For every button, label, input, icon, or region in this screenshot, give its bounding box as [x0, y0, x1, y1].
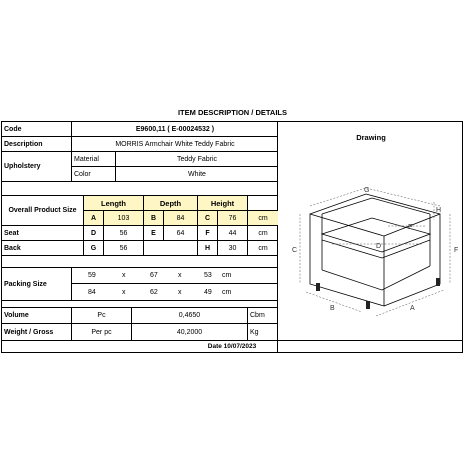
length-header: Length: [84, 196, 144, 211]
volume-value: 0,4650: [132, 308, 248, 324]
weight-unit-label: Per pc: [72, 324, 132, 341]
dim-h-label: H: [198, 241, 218, 256]
dim-line-a: [376, 290, 444, 316]
chair-leg: [316, 283, 320, 291]
dim-line-g: [310, 188, 440, 206]
date-label: Date 10/07/2023: [207, 343, 257, 350]
back-label: Back: [2, 241, 84, 256]
packing-x-sep: x: [122, 288, 126, 296]
drawing-label-h: H: [436, 207, 442, 214]
blank-cell: [248, 196, 278, 211]
description-label: Description: [2, 137, 72, 152]
overall-unit: cm: [248, 211, 278, 226]
chair-leg: [366, 301, 370, 309]
packing-1-length: 59: [88, 272, 96, 279]
dim-f-label: F: [198, 226, 218, 241]
description-value: MORRIS Armchair White Teddy Fabric: [72, 137, 278, 152]
packing-2-width: 62: [150, 288, 158, 296]
dim-a-value: 103: [104, 211, 144, 226]
packing-size-label: Packing Size: [2, 268, 72, 301]
drawing-label-g: G: [364, 187, 370, 194]
packing-2-height: 49: [204, 288, 212, 296]
depth-header: Depth: [144, 196, 198, 211]
seat-label: Seat: [2, 226, 84, 241]
overall-size-label: [2, 196, 84, 226]
blank-cell: [144, 241, 198, 256]
back-unit: cm: [248, 241, 278, 256]
material-label: Material: [72, 152, 116, 167]
weight-label: Weight / Gross: [2, 324, 72, 341]
packing-1-width: 67: [150, 272, 158, 279]
drawing-label-f: F: [454, 247, 459, 254]
dim-b-value: 84: [164, 211, 198, 226]
packing-row-1: [72, 268, 278, 284]
height-header: Height: [198, 196, 248, 211]
dim-g-value: 56: [104, 241, 144, 256]
packing-row-2: [72, 284, 278, 301]
material-value: Teddy Fabric: [116, 152, 278, 167]
dim-e-value: 64: [164, 226, 198, 241]
dim-d-label: D: [84, 226, 104, 241]
volume-unit: Cbm: [248, 308, 278, 324]
dim-a-label: A: [84, 211, 104, 226]
dim-c-label: C: [198, 211, 218, 226]
chair-leg: [436, 278, 440, 286]
weight-value: 40,2000: [132, 324, 248, 341]
page-title: ITEM DESCRIPTION / DETAILS: [177, 108, 288, 117]
armchair-dimension-drawing: [284, 186, 464, 326]
packing-x-sep: x: [178, 272, 182, 279]
dim-e-label: E: [144, 226, 164, 241]
dim-c-value: 76: [218, 211, 248, 226]
volume-label: Volume: [2, 308, 72, 324]
volume-unit-label: Pc: [72, 308, 132, 324]
dim-h-value: 30: [218, 241, 248, 256]
drawing-label-b: B: [330, 305, 335, 312]
packing-x-sep: x: [178, 288, 182, 296]
drawing-title: Drawing: [356, 132, 386, 142]
spec-table: [1, 121, 463, 353]
chair-front-face: [310, 214, 384, 306]
dim-g-label: G: [84, 241, 104, 256]
drawing-label-a: A: [410, 305, 415, 312]
dim-b-label: B: [144, 211, 164, 226]
color-value: White: [116, 167, 278, 182]
chair-base: [322, 266, 430, 290]
packing-1-unit: cm: [222, 272, 232, 279]
drawing-label-c: C: [292, 247, 298, 254]
code-value: E9600,11 ( E-00024532 ): [72, 122, 278, 137]
packing-2-unit: cm: [222, 288, 232, 296]
drawing-label-e: E: [408, 224, 413, 231]
dim-f-value: 44: [218, 226, 248, 241]
dim-d-value: 56: [104, 226, 144, 241]
spec-data-section: [2, 122, 278, 352]
weight-unit: Kg: [248, 324, 278, 341]
divider: [278, 340, 462, 341]
chair-inner-back: [322, 198, 430, 214]
drawing-label-d: D: [376, 243, 382, 250]
code-label: Code: [2, 122, 72, 137]
packing-2-length: 84: [88, 288, 96, 296]
seat-unit: cm: [248, 226, 278, 241]
overall-size-label-text: Overall Product Size: [8, 207, 77, 214]
packing-1-height: 53: [204, 272, 212, 279]
packing-x-sep: x: [122, 272, 126, 279]
color-label: Color: [72, 167, 116, 182]
spacer-row: [2, 256, 278, 268]
spacer-row: [2, 301, 278, 308]
upholstery-label: Upholstery: [2, 152, 72, 182]
spacer-row: [2, 182, 278, 196]
